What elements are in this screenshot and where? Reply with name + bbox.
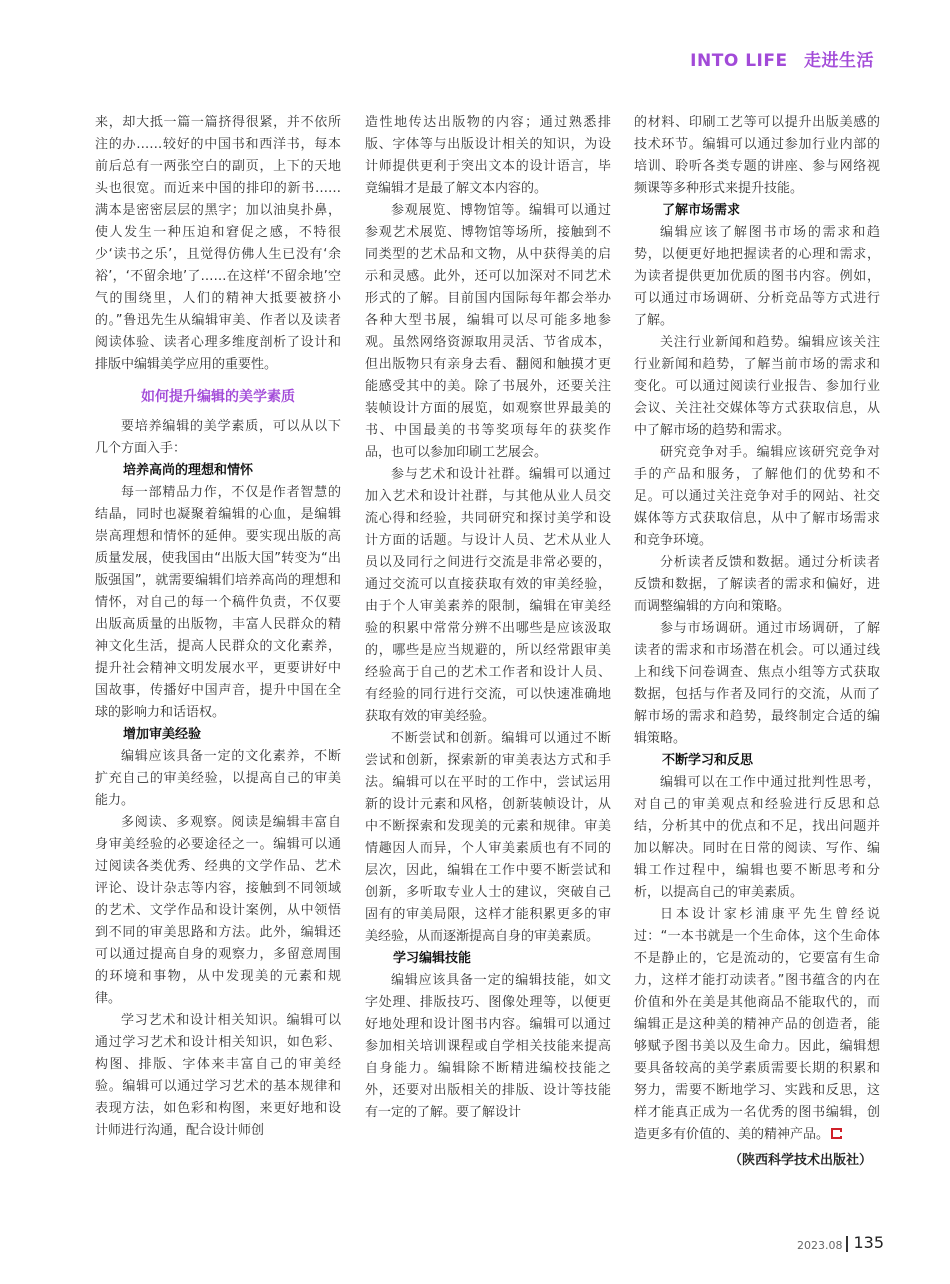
paragraph: 关注行业新闻和趋势。编辑应该关注行业新闻和趋势，了解当前市场的需求和变化。可以通过阅读行业报告、参加行业会议、关注社交媒体等方式获取信息，从中了解市场的趋势和需求。 [634, 335, 880, 438]
subheading: 不断学习和反思 [662, 753, 754, 768]
paragraph-text: 日本设计家杉浦康平先生曾经说过：“一本书就是一个生命体，这个生命体不是静止的，它是流动的，它要富有生命力，这样才能打动读者。”图书蕴含的内在价值和外在美是其他商品不能取代的，而编辑正是这种美的精神产品的创造者，能够赋予图书美以及生命力。因此，编辑想要具备较高的美学素质需要长期的积累和努力，需要不断地学习、实践和反思，这样才能真正成为一名优秀的图书编辑，创造更多有价值的、美的精神产品。 [634, 907, 880, 1142]
paragraph: 多阅读、多观察。阅读是编辑丰富自身审美经验的必要途径之一。编辑可以通过阅读各类优秀、经典的文学作品、艺术评论、设计杂志等内容，接触到不同领域的艺术、文学作品和设计案例，从中领悟到不同的审美思路和方法。此外，编辑还可以通过提高自身的观察力，多留意周围的环境和事物，从中发现美的元素和规律。 [95, 815, 341, 1006]
paragraph: 编辑可以在工作中通过批判性思考，对自己的审美观点和经验进行反思和总结，分析其中的优点和不足，找出问题并加以解决。同时在日常的阅读、写作、编辑工作过程中，编辑也要不断思考和分析，以提高自己的审美素质。 [634, 775, 880, 900]
article-column-2 [365, 112, 611, 1124]
page-footer [797, 1233, 884, 1252]
paragraph: 学习艺术和设计相关知识。编辑可以通过学习艺术和设计相关知识，如色彩、构图、排版、字体来丰富自己的审美经验。编辑可以通过学习艺术的基本规律和表现方法，如色彩和构图，来更好地和设计师进行沟通，配合设计师创 [95, 1013, 341, 1138]
paragraph: 不断尝试和创新。编辑可以通过不断尝试和创新，探索新的审美表达方式和手法。编辑可以在平时的工作中，尝试运用新的设计元素和风格，创新装帧设计，从中不断探索和发现美的元素和规律。审美情趣因人而异，个人审美素质也有不同的层次，因此，编辑在工作中要不断尝试和创新，多听取专业人士的建议，突破自己固有的审美局限，这样才能积累更多的审美经验，从而逐渐提高自身的审美素质。 [365, 731, 611, 944]
paragraph: 编辑应该具备一定的编辑技能，如文字处理、排版技巧、图像处理等，以便更好地处理和设计图书内容。编辑可以通过参加相关培训课程或自学相关技能来提高自身能力。编辑除不断精进编校技能之外，还要对出版相关的排版、设计等技能有一定的了解。要了解设计 [365, 973, 611, 1120]
section-header-en: INTO LIFE [690, 51, 788, 71]
subheading: 增加审美经验 [123, 727, 202, 742]
end-mark-icon [831, 1128, 842, 1139]
page-number: 135 [853, 1233, 884, 1252]
paragraph: 每一部精品力作，不仅是作者智慧的结晶，同时也凝聚着编辑的心血，是编辑崇高理想和情怀的延伸。要实现出版的高质量发展，使我国由“出版大国”转变为“出版强国”，就需要编辑们培养高尚的理想和情怀，对自己的每一个稿件负责，不仅要出版高质量的出版物，丰富人民群众的精神文化生活，提高人民群众的文化素养，提升社会精神文明发展水平，更要讲好中国故事，传播好中国声音，提升中国在全球的影响力和话语权。 [95, 485, 341, 720]
paragraph: 来，却大抵一篇一篇挤得很紧，并不依所注的办……较好的中国书和西洋书，每本前后总有一两张空白的副页，上下的天地头也很宽。而近来中国的排印的新书……满本是密密层层的黑字；加以油臭扑鼻，使人发生一种压迫和窘促之感，不特很少‘读书之乐’，且觉得仿佛人生已没有‘余裕’，‘不留余地’了……在这样‘不留余地’空气的围绕里，人们的精神大抵要被挤小的。”鲁迅先生从编辑审美、作者以及读者阅读体验、读者心理多维度剖析了设计和排版中编辑美学应用的重要性。 [95, 115, 341, 372]
paragraph: 编辑应该具备一定的文化素养，不断扩充自己的审美经验，以提高自己的审美能力。 [95, 749, 341, 808]
article-column-1 [95, 112, 341, 1142]
section-header-cn: 走进生活 [804, 51, 874, 71]
subheading: 了解市场需求 [662, 203, 741, 218]
paragraph: 参观展览、博物馆等。编辑可以通过参观艺术展览、博物馆等场所，接触到不同类型的艺术品和文物，从中获得美的启示和灵感。此外，还可以加深对不同艺术形式的了解。目前国内国际每年都会举办各种大型书展，编辑可以尽可能多地参观。虽然网络资源取用灵活、节省成本，但出版物只有亲身去看、翻阅和触摸才更能感受其中的美。除了书展外，还要关注装帧设计方面的展览，如观察世界最美的书、中国最美的书等奖项每年的获奖作品，也可以参加印刷工艺展会。 [365, 203, 611, 460]
source-attribution: （陕西科学技术出版社） [728, 1153, 872, 1168]
paragraph: 分析读者反馈和数据。通过分析读者反馈和数据，了解读者的需求和偏好，进而调整编辑的方向和策略。 [634, 555, 880, 614]
subheading: 学习编辑技能 [393, 951, 472, 966]
paragraph: 要培养编辑的美学素质，可以从以下几个方面入手： [95, 419, 341, 456]
paragraph: 造性地传达出版物的内容；通过熟悉排版、字体等与出版设计相关的知识，为设计师提供更利于突出文本的设计语言，毕竟编辑才是最了解文本内容的。 [365, 115, 611, 196]
paragraph: 参与市场调研。通过市场调研，了解读者的需求和市场潜在机会。可以通过线上和线下问卷调查、焦点小组等方式获取数据，包括与作者及同行的交流，从而了解市场的需求和趋势，最终制定合适的编辑策略。 [634, 621, 880, 746]
paragraph: 编辑应该了解图书市场的需求和趋势，以便更好地把握读者的心理和需求，为读者提供更加优质的图书内容。例如，可以通过市场调研、分析竞品等方式进行了解。 [634, 225, 880, 328]
paragraph: 参与艺术和设计社群。编辑可以通过加入艺术和设计社群，与其他从业人员交流心得和经验，共同研究和探讨美学和设计方面的话题。与设计人员、艺术从业人员以及同行之间进行交流是非常必要的，通过交流可以直接获取有效的审美经验，由于个人审美素养的限制，编辑在审美经验的积累中常常分辨不出哪些是应该汲取的，哪些是应当规避的，所以经常跟审美经验高于自己的艺术工作者和设计人员、有经验的同行进行交流，可以快速准确地获取有效的审美经验。 [365, 467, 611, 724]
section-header [690, 46, 874, 71]
paragraph: 研究竞争对手。编辑应该研究竞争对手的产品和服务，了解他们的优势和不足。可以通过关注竞争对手的网站、社交媒体等方式获取信息，从中了解市场需求和竞争环境。 [634, 445, 880, 548]
subheading: 培养高尚的理想和情怀 [123, 463, 254, 478]
footer-divider [846, 1236, 848, 1252]
article-column-3 [634, 112, 880, 1172]
paragraph [634, 904, 880, 1146]
issue-date: 2023.08 [796, 1239, 843, 1252]
paragraph: 的材料、印刷工艺等可以提升出版美感的技术环节。编辑可以通过参加行业内部的培训、聆听各类专题的讲座、参与网络视频课等多种形式来提升技能。 [634, 115, 880, 196]
section-heading: 如何提升编辑的美学素质 [141, 389, 295, 405]
